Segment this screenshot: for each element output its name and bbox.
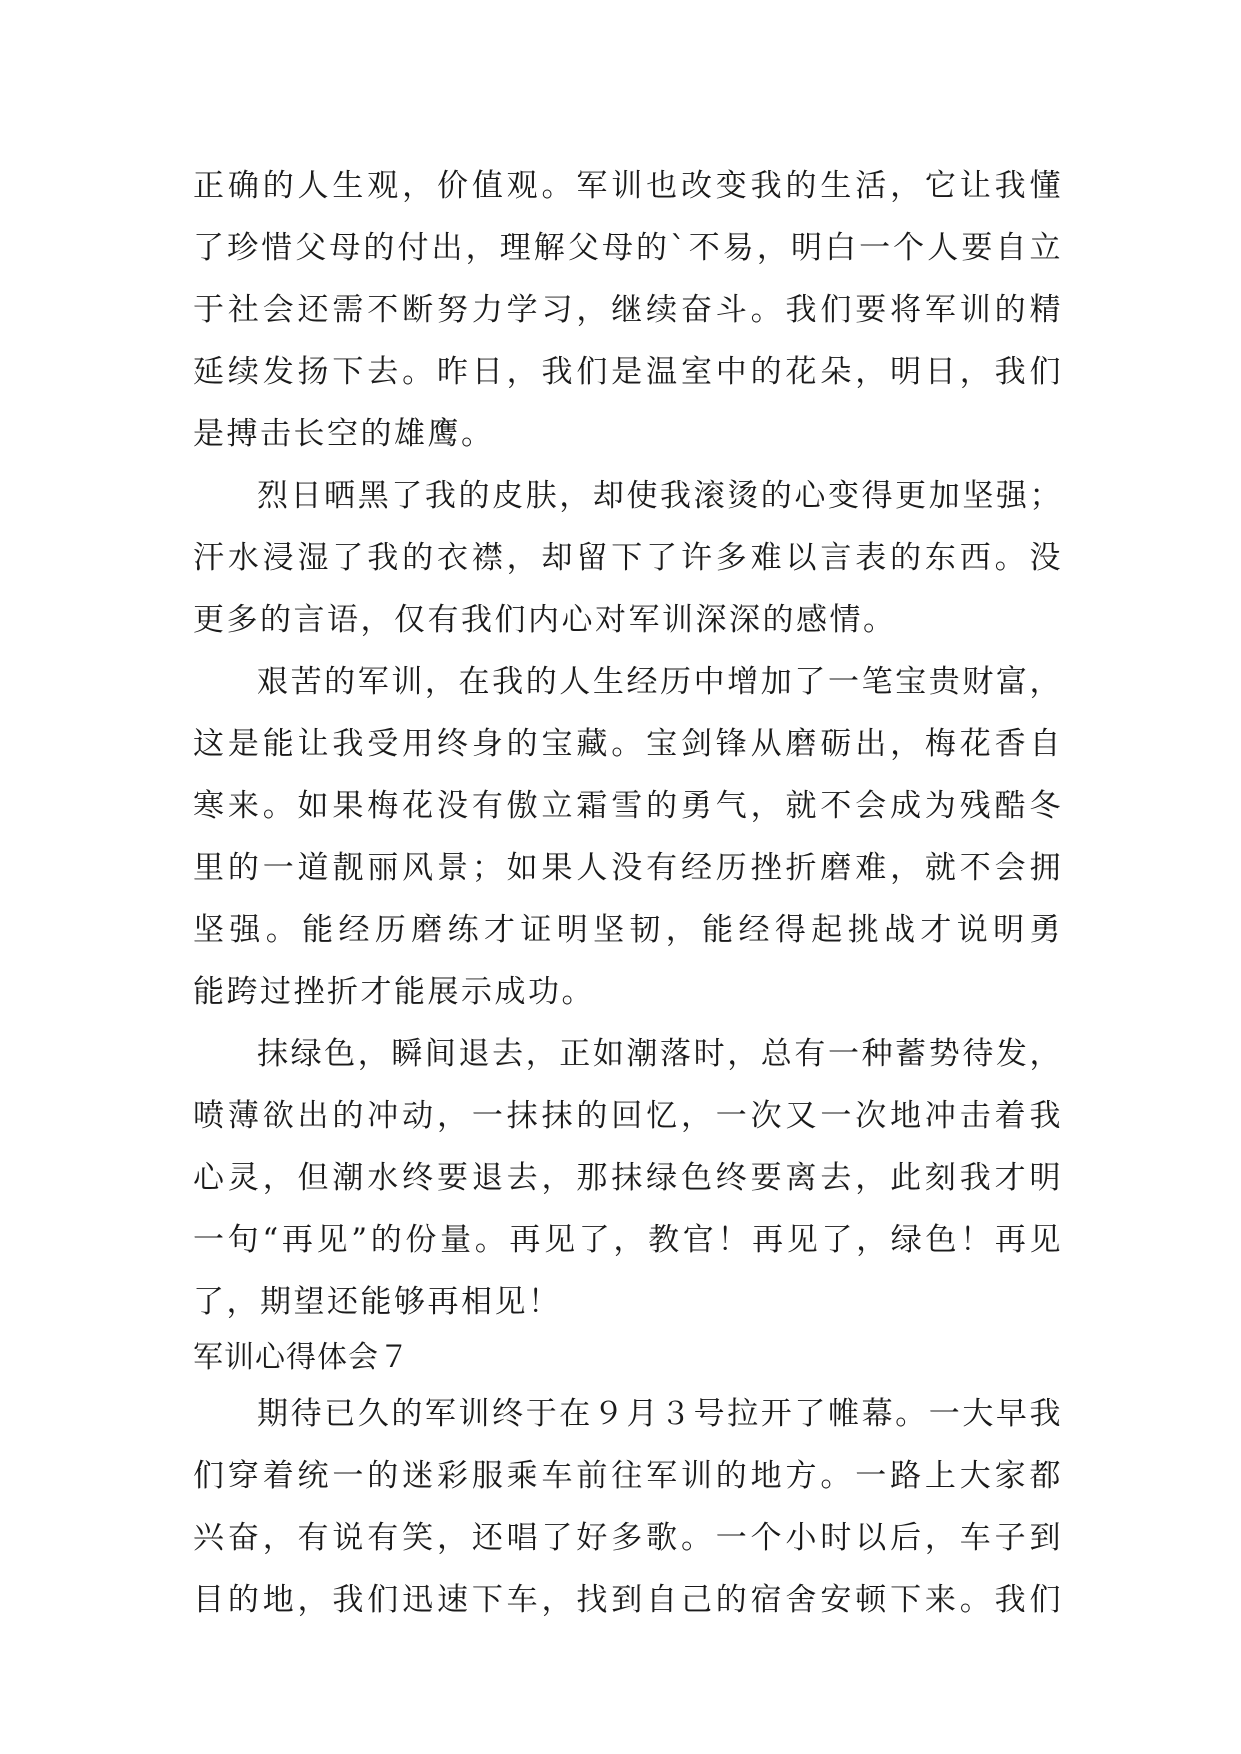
text-line: 延续发扬下去。昨日，我们是温室中的花朵，明日，我们: [193, 354, 1063, 390]
text-line: 心灵，但潮水终要退去，那抹绿色终要离去，此刻我才明: [193, 1160, 1063, 1196]
text-line: 烈日晒黑了我的皮肤，却使我滚烫的心变得更加坚强；: [257, 478, 1063, 514]
text-line: 了珍惜父母的付出，理解父母的`不易，明白一个人要自立: [193, 230, 1063, 266]
text-line: 坚强。能经历磨练才证明坚韧，能经得起挑战才说明勇: [193, 912, 1063, 948]
text-line: 汗水浸湿了我的衣襟，却留下了许多难以言表的东西。没: [193, 540, 1063, 576]
text-line: 这是能让我受用终身的宝藏。宝剑锋从磨砺出，梅花香自: [193, 726, 1063, 762]
text-line: 一句“再见”的份量。再见了，教官！再见了，绿色！再见: [193, 1222, 1063, 1258]
paragraph: [193, 651, 1063, 1023]
text-line: 更多的言语，仅有我们内心对军训深深的感情。: [193, 602, 897, 638]
paragraph: [193, 1383, 1063, 1631]
paragraph: [193, 465, 1063, 651]
text-line: 兴奋，有说有笑，还唱了好多歌。一个小时以后，车子到: [193, 1520, 1063, 1556]
text-line: 喷薄欲出的冲动，一抹抹的回忆，一次又一次地冲击着我: [193, 1098, 1063, 1134]
text-line: 目的地，我们迅速下车，找到自己的宿舍安顿下来。我们: [193, 1582, 1063, 1618]
section-heading: 军训心得体会７: [193, 1340, 410, 1375]
paragraph: [193, 155, 1063, 465]
text-line: 期待已久的军训终于在９月３号拉开了帷幕。一大早我: [257, 1396, 1063, 1432]
text-line: 里的一道靓丽风景；如果人没有经历挫折磨难，就不会拥: [193, 850, 1063, 886]
document-body: [193, 155, 1063, 1631]
text-line: 是搏击长空的雄鹰。: [193, 416, 495, 452]
text-line: 能跨过挫折才能展示成功。: [193, 974, 595, 1010]
text-line: 艰苦的军训，在我的人生经历中增加了一笔宝贵财富，: [257, 664, 1063, 700]
text-line: 于社会还需不断努力学习，继续奋斗。我们要将军训的精: [193, 292, 1063, 328]
text-line: 寒来。如果梅花没有傲立霜雪的勇气，就不会成为残酷冬: [193, 788, 1063, 824]
paragraph: [193, 1023, 1063, 1333]
text-line: 抹绿色，瞬间退去，正如潮落时，总有一种蓄势待发，: [257, 1036, 1063, 1072]
text-line: 正确的人生观，价值观。军训也改变我的生活，它让我懂: [193, 168, 1063, 204]
text-line: 了，期望还能够再相见！: [193, 1284, 562, 1320]
text-line: 们穿着统一的迷彩服乘车前往军训的地方。一路上大家都: [193, 1458, 1063, 1494]
